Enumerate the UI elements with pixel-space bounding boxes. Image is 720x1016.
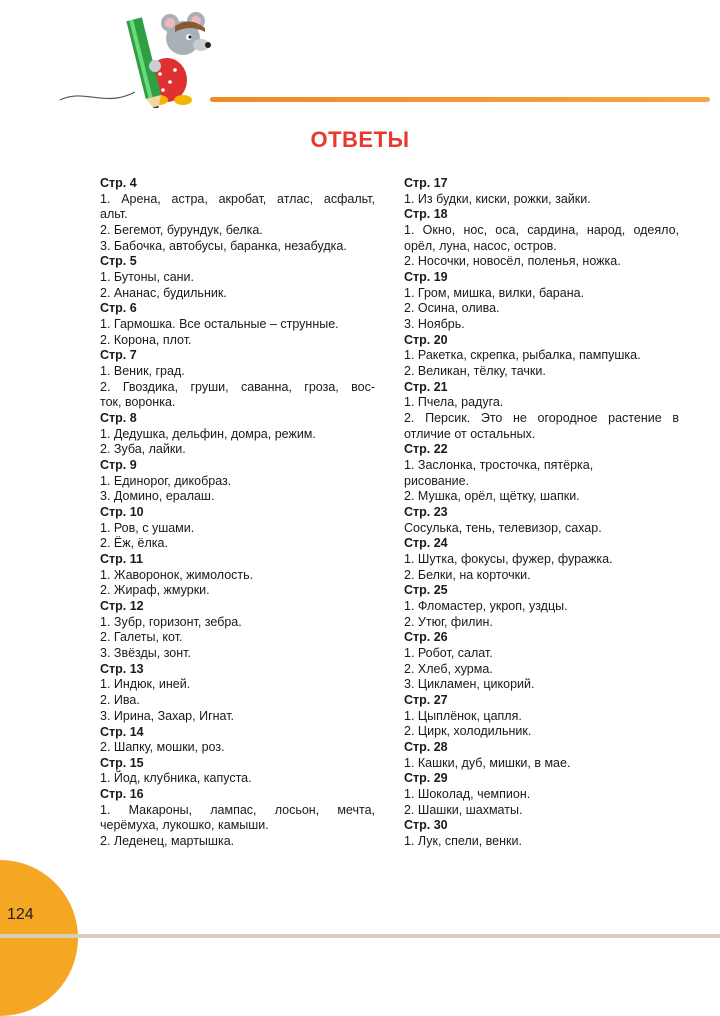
answer-line: 2. Мушка, орёл, щётку, шапки. — [404, 489, 580, 504]
answer-line: 2. Ёж, ёлка. — [100, 536, 168, 551]
section-heading: Стр. 19 — [404, 270, 448, 284]
answer-section — [100, 505, 375, 552]
answer-line: 1. Зубр, горизонт, зебра. — [100, 614, 242, 629]
answer-section — [100, 301, 375, 348]
answer-line: 2. Ива. — [100, 693, 140, 708]
answer-section — [404, 630, 679, 693]
answer-line: 2. Гвоздика, груши, саванна, гроза, вос- — [100, 379, 375, 394]
section-heading: Стр. 28 — [404, 740, 448, 755]
answer-line: 2. Галеты, кот. — [100, 630, 183, 645]
answer-section — [100, 599, 375, 662]
answer-line: 1. Гармошка. Все остальные – струнные. — [100, 317, 339, 331]
section-heading: Стр. 25 — [404, 583, 448, 598]
answer-line: 1. Шутка, фокусы, фужер, фуражка. — [404, 552, 613, 566]
section-heading: Стр. 29 — [404, 771, 448, 786]
section-heading: Стр. 18 — [404, 207, 448, 222]
answer-section — [100, 254, 375, 301]
answer-line: 1. Лук, спели, венки. — [404, 834, 522, 848]
answer-line: 2. Великан, тёлку, тачки. — [404, 364, 546, 378]
answer-section — [100, 756, 375, 787]
section-heading: Стр. 9 — [100, 458, 137, 473]
answer-line: 3. Ирина, Захар, Игнат. — [100, 708, 235, 723]
section-heading: Стр. 16 — [100, 787, 144, 802]
answer-section — [404, 333, 679, 380]
answer-line: 2. Осина, олива. — [404, 301, 500, 316]
answer-line: альт. — [100, 207, 128, 222]
answer-line: 2. Утюг, филин. — [404, 614, 493, 629]
answer-line: 2. Хлеб, хурма. — [404, 661, 493, 676]
answer-section — [404, 505, 679, 536]
answer-line: 1. Гром, мишка, вилки, барана. — [404, 285, 585, 300]
answers-right-column — [404, 176, 679, 850]
answer-section — [100, 176, 375, 254]
answer-line: 2. Носочки, новосёл, поленья, ножка. — [404, 254, 621, 269]
section-heading: Стр. 24 — [404, 536, 448, 551]
answer-section — [100, 411, 375, 458]
answer-section — [404, 693, 679, 740]
section-heading: Стр. 6 — [100, 301, 137, 316]
answer-line: 1. Робот, салат. — [404, 646, 493, 660]
answer-line: 1. Цыплёнок, цапля. — [404, 708, 522, 723]
answer-line: 1. Единорог, дикобраз. — [100, 473, 232, 488]
answer-line: 2. Шашки, шахматы. — [404, 802, 523, 817]
answer-line: 1. Ракетка, скрепка, рыбалка, пампушка. — [404, 348, 641, 363]
answer-section — [404, 442, 679, 505]
section-heading: Стр. 8 — [100, 411, 137, 426]
answer-line: 2. Ананас, будильник. — [100, 285, 227, 300]
answer-section — [404, 176, 679, 207]
answer-line: 3. Домино, ералаш. — [100, 489, 215, 504]
section-heading: Стр. 10 — [100, 505, 144, 520]
answer-section — [100, 348, 375, 411]
section-heading: Стр. 13 — [100, 661, 144, 676]
page-title: ОТВЕТЫ — [310, 127, 410, 152]
answer-line: 2. Зуба, лайки. — [100, 442, 186, 457]
answer-line: орёл, луна, насос, остров. — [404, 238, 557, 253]
answer-line: 2. Шапку, мошки, роз. — [100, 740, 225, 755]
section-heading: Стр. 14 — [100, 724, 144, 739]
answer-line: 1. Пчела, радуга. — [404, 395, 504, 410]
section-heading: Стр. 22 — [404, 442, 448, 457]
answer-section — [404, 740, 679, 771]
answer-line: черёмуха, лукошко, камыши. — [100, 818, 269, 833]
answer-line: Сосулька, тень, телевизор, сахар. — [404, 520, 602, 535]
answer-line: 1. Заслонка, тросточка, пятёрка, — [404, 458, 594, 472]
answer-section — [404, 536, 679, 583]
answer-line: 1. Шоколад, чемпион. — [404, 787, 531, 801]
answer-line: 1. Фломастер, укроп, уздцы. — [404, 599, 568, 613]
answer-line: 2. Персик. Это не огородное растение в — [404, 411, 679, 425]
answer-line: 2. Жираф, жмурки. — [100, 583, 210, 598]
page-corner-decoration — [0, 860, 78, 1016]
answer-line: 2. Корона, плот. — [100, 332, 192, 347]
answer-line: 1. Жаворонок, жимолость. — [100, 567, 254, 582]
section-heading: Стр. 30 — [404, 818, 448, 833]
section-heading: Стр. 5 — [100, 254, 137, 269]
answer-section — [404, 583, 679, 630]
answer-line: 3. Бабочка, автобусы, баранка, незабудка. — [100, 238, 347, 253]
mouse-with-pencil-illustration — [55, 8, 220, 108]
answer-line: 1. Индюк, иней. — [100, 677, 191, 692]
answer-section — [404, 771, 679, 818]
answer-line: 1. Окно, нос, оса, сардина, народ, одеяло, — [404, 222, 679, 237]
answer-section — [100, 458, 375, 505]
bottom-edge-band — [0, 934, 720, 938]
answer-line: 2. Цирк, холодильник. — [404, 724, 532, 739]
answer-line: отличие от остальных. — [404, 426, 536, 441]
answer-line: 3. Звёзды, зонт. — [100, 646, 191, 661]
section-heading: Стр. 12 — [100, 599, 144, 614]
answer-section — [404, 207, 679, 270]
section-heading: Стр. 21 — [404, 379, 448, 394]
answer-line: 1. Ров, с ушами. — [100, 520, 195, 535]
answer-line: 1. Дедушка, дельфин, домра, режим. — [100, 426, 316, 441]
answer-line: 1. Веник, град. — [100, 364, 185, 378]
answer-line: 1. Арена, астра, акробат, атлас, асфальт, — [100, 191, 375, 206]
answer-section — [404, 270, 679, 333]
answer-line: 2. Бегемот, бурундук, белка. — [100, 223, 263, 237]
answer-line: 2. Леденец, мартышка. — [100, 834, 235, 849]
answer-line: 1. Бутоны, сани. — [100, 270, 195, 284]
section-heading: Стр. 27 — [404, 693, 448, 708]
orange-divider-line — [210, 97, 710, 102]
answer-line: 2. Белки, на корточки. — [404, 567, 531, 582]
section-heading: Стр. 23 — [404, 505, 448, 520]
answer-line: 1. Йод, клубника, капуста. — [100, 771, 252, 786]
section-heading: Стр. 4 — [100, 176, 137, 190]
answer-line: рисование. — [404, 473, 470, 488]
section-heading: Стр. 17 — [404, 176, 448, 190]
answer-line: 1. Макароны, лампас, лосьон, мечта, — [100, 802, 375, 817]
section-heading: Стр. 26 — [404, 630, 448, 645]
page-number: 124 — [7, 906, 34, 923]
answer-section — [404, 818, 679, 849]
answers-left-column — [100, 176, 375, 850]
answer-section — [100, 787, 375, 850]
answer-line: 3. Цикламен, цикорий. — [404, 677, 535, 692]
section-heading: Стр. 11 — [100, 552, 143, 567]
answer-line: 1. Кашки, дуб, мишки, в мае. — [404, 755, 571, 770]
answer-section — [100, 552, 375, 599]
answer-line: 3. Ноябрь. — [404, 317, 465, 331]
section-heading: Стр. 20 — [404, 332, 448, 347]
section-heading: Стр. 15 — [100, 755, 144, 770]
answer-section — [404, 380, 679, 443]
answer-line: ток, воронка. — [100, 395, 176, 410]
section-heading: Стр. 7 — [100, 348, 137, 363]
answer-line: 1. Из будки, киски, рожки, зайки. — [404, 191, 591, 206]
answer-section — [100, 725, 375, 756]
answer-section — [100, 662, 375, 725]
